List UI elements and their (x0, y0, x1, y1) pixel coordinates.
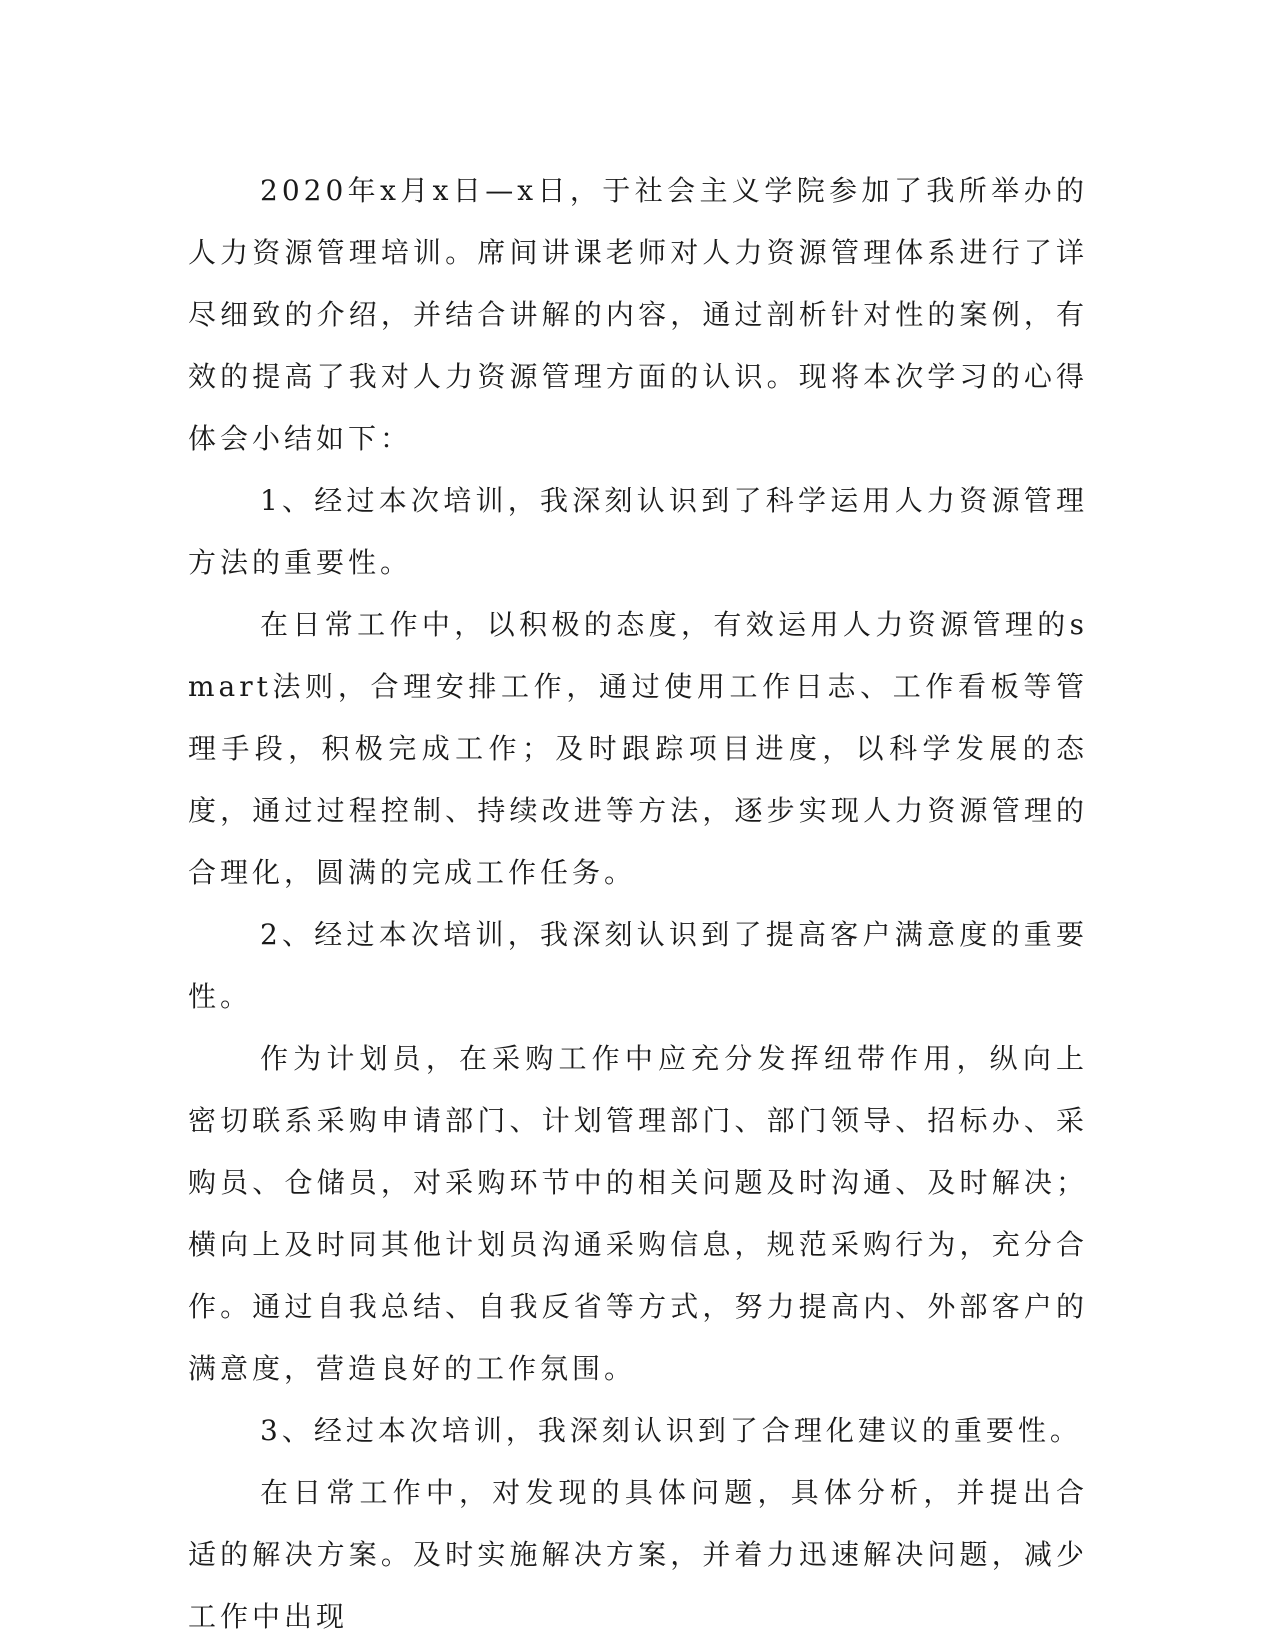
paragraph-point-3-detail: 在日常工作中，对发现的具体问题，具体分析，并提出合适的解决方案。及时实施解决方案，并着力迅速解决问题，减少工作中出现 (188, 1476, 1088, 1633)
paragraph-intro: 2020年x月x日—x日，于社会主义学院参加了我所举办的人力资源管理培训。席间讲课老师对人力资源管理体系进行了详尽细致的介绍，并结合讲解的内容，通过剖析针对性的案例，有效的提高了我对人力资源管理方面的认识。现将本次学习的心得体会小结如下： (188, 174, 1088, 455)
document-body (188, 160, 1088, 1648)
paragraph-point-2: 2、经过本次培训，我深刻认识到了提高客户满意度的重要性。 (188, 918, 1088, 1013)
paragraph-point-1: 1、经过本次培训，我深刻认识到了科学运用人力资源管理方法的重要性。 (188, 484, 1088, 579)
paragraph-point-2-detail: 作为计划员，在采购工作中应充分发挥纽带作用，纵向上密切联系采购申请部门、计划管理部门、部门领导、招标办、采购员、仓储员，对采购环节中的相关问题及时沟通、及时解决；横向上及时同其他计划员沟通采购信息，规范采购行为，充分合作。通过自我总结、自我反省等方式，努力提高内、外部客户的满意度，营造良好的工作氛围。 (188, 1042, 1088, 1385)
paragraph-point-1-detail: 在日常工作中，以积极的态度，有效运用人力资源管理的smart法则，合理安排工作，通过使用工作日志、工作看板等管理手段，积极完成工作；及时跟踪项目进度，以科学发展的态度，通过过程控制、持续改进等方法，逐步实现人力资源管理的合理化，圆满的完成工作任务。 (188, 608, 1088, 889)
paragraph-point-3: 3、经过本次培训，我深刻认识到了合理化建议的重要性。 (260, 1414, 1082, 1447)
